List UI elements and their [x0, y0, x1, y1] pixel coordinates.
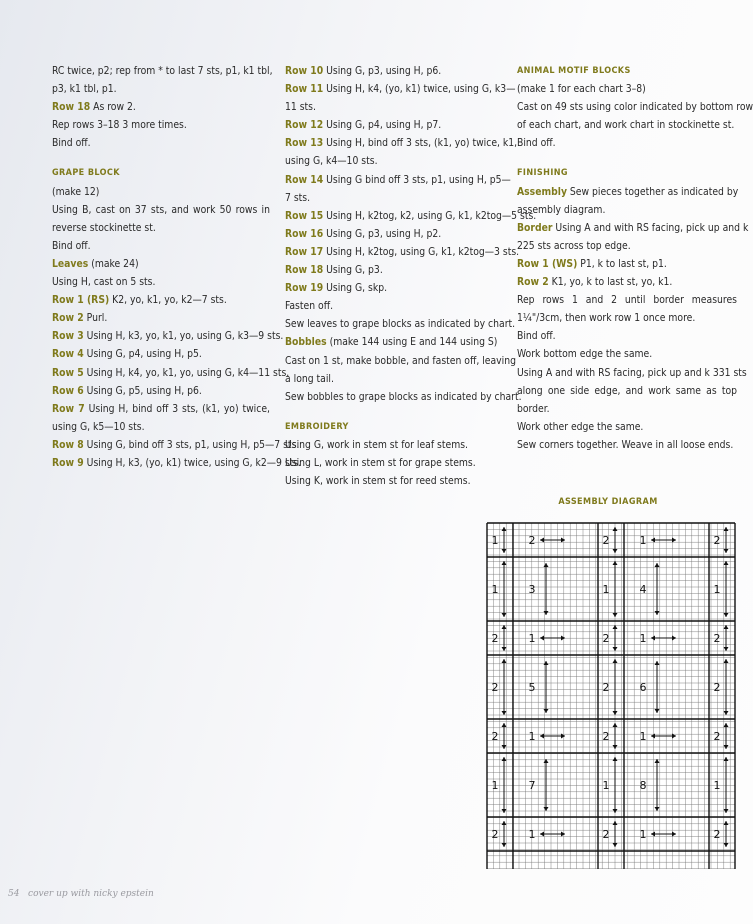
block-label: 1 — [491, 534, 499, 547]
text-line — [285, 370, 497, 388]
line-text: Using L, work in stem st for grape stems. — [285, 456, 476, 469]
text-line — [285, 454, 497, 472]
row-label: Row 2 — [52, 312, 84, 325]
text-line — [285, 472, 497, 490]
line-text: Fasten off. — [285, 300, 334, 313]
text-line — [285, 436, 497, 454]
line-text: Using G bind off 3 sts, p1, using H, p5— — [323, 173, 511, 186]
line-text: Sew pieces together as indicated by — [566, 185, 739, 198]
section-heading: GRAPE BLOCK — [52, 168, 120, 179]
block-label: 2 — [602, 534, 610, 547]
line-text: Using H, k3, yo, k1, yo, using G, k3—9 sts. — [83, 330, 284, 343]
line-text: Rep rows 3–18 3 more times. — [52, 119, 187, 132]
block-label: 2 — [713, 730, 721, 743]
block-label: 2 — [713, 534, 721, 547]
column-right — [517, 62, 753, 454]
line-text: Using H, cast on 5 sts. — [52, 276, 156, 289]
line-text: Sew bobbles to grape blocks as indicated by chart. — [285, 390, 522, 403]
line-text: Using H, k2tog, using G, k1, k2tog—3 sts. — [323, 245, 520, 258]
row-label: Row 16 — [285, 227, 324, 240]
text-line — [52, 237, 270, 255]
text-line — [285, 352, 516, 370]
row-label: Border — [517, 221, 553, 234]
text-line — [52, 436, 300, 454]
text-line — [517, 116, 737, 134]
block-label: 2 — [491, 681, 499, 694]
text-line — [517, 309, 737, 327]
row-label: Row 7 — [52, 402, 85, 415]
row-label: Row 19 — [285, 282, 324, 295]
line-text: Using H, bind off 3 sts, (k1, yo) twice, — [84, 402, 270, 415]
text-line — [52, 183, 270, 201]
text-line — [52, 309, 270, 327]
row-label: Row 2 — [517, 276, 549, 289]
line-text: Using G, p3. — [323, 264, 383, 277]
text-line — [285, 333, 497, 351]
row-label: Row 17 — [285, 245, 324, 258]
row-label: Row 1 (RS) — [52, 294, 110, 307]
column-left — [52, 62, 302, 472]
line-text: Work bottom edge the same. — [517, 348, 653, 361]
text-line — [285, 279, 497, 297]
row-label: Bobbles — [285, 336, 327, 349]
line-text: RC twice, p2; rep from * to last 7 sts, p1, k1 tbl, — [52, 65, 273, 77]
line-text: Using G, p5, using H, p6. — [83, 384, 202, 397]
line-text: border. — [517, 402, 550, 415]
text-line — [285, 189, 497, 207]
text-line — [52, 255, 270, 273]
row-label: Row 9 — [52, 456, 84, 469]
line-text: 1¼"/3cm, then work row 1 once more. — [517, 312, 696, 325]
text-line — [517, 327, 737, 345]
row-label: Row 14 — [285, 173, 324, 186]
block-label: 5 — [528, 681, 536, 694]
text-line — [52, 219, 270, 237]
line-text: K2, yo, k1, yo, k2—7 sts. — [109, 294, 227, 307]
line-text: Cast on 1 st, make bobble, and fasten off, leaving — [285, 354, 516, 367]
block-label: 1 — [602, 779, 610, 792]
text-line — [517, 400, 737, 418]
line-text: 225 sts across top edge. — [517, 239, 631, 252]
line-text: Using A and with RS facing, pick up and k 331 sts — [517, 366, 747, 379]
block-label: 2 — [713, 828, 721, 841]
text-line — [52, 98, 270, 116]
line-text: Using A and with RS facing, pick up and k — [552, 221, 749, 234]
text-line — [517, 80, 737, 98]
line-text: P1, k to last st, p1. — [577, 257, 667, 270]
text-line — [285, 152, 497, 170]
running-head: cover up with nicky epstein — [28, 889, 154, 899]
block-label: 1 — [491, 779, 499, 792]
section-heading: ANIMAL MOTIF BLOCKS — [517, 66, 631, 76]
line-text: Using G, bind off 3 sts, p1, using H, p5—7 sts. — [83, 438, 300, 451]
text-line — [285, 261, 497, 279]
text-line — [52, 273, 270, 291]
line-text: As row 2. — [90, 101, 136, 114]
line-text: Purl. — [83, 312, 108, 325]
block-label: 2 — [713, 632, 721, 645]
text-line — [285, 297, 497, 315]
block-label: 1 — [639, 534, 647, 547]
block-label: 7 — [528, 779, 536, 792]
block-label: 2 — [491, 730, 499, 743]
block-label: 2 — [602, 632, 610, 645]
row-label: Row 18 — [285, 264, 324, 277]
line-text: Using G, p3, using H, p6. — [323, 65, 442, 77]
row-label: Row 15 — [285, 209, 324, 222]
row-label: Row 1 (WS) — [517, 257, 578, 270]
line-text: Using G, p4, using H, p7. — [323, 119, 442, 132]
block-label: 1 — [528, 828, 536, 841]
text-line — [52, 382, 270, 400]
line-text: Using H, bind off 3 sts, (k1, yo) twice, k1, — [323, 137, 518, 150]
assembly-diagram-title: ASSEMBLY DIAGRAM — [558, 497, 658, 507]
block-label: 4 — [639, 583, 647, 596]
row-label: Row 3 — [52, 330, 84, 343]
page-number: 54 — [8, 889, 20, 899]
text-line — [285, 243, 520, 261]
block-label: 1 — [639, 828, 647, 841]
text-line — [52, 134, 270, 152]
block-label: 1 — [639, 730, 647, 743]
block-label: 1 — [639, 632, 647, 645]
text-line — [52, 418, 270, 436]
line-text: Using G, skp. — [323, 282, 388, 295]
row-label: Row 5 — [52, 366, 84, 379]
line-text: Bind off. — [52, 137, 91, 150]
text-line — [285, 116, 497, 134]
line-text: K1, yo, k to last st, yo, k1. — [548, 276, 673, 289]
text-line — [285, 134, 518, 152]
block-label: 1 — [602, 583, 610, 596]
text-line — [285, 225, 497, 243]
line-text: Using H, k4, yo, k1, yo, using G, k4—11 sts. — [83, 366, 290, 379]
text-line — [517, 273, 737, 291]
line-text: (make 144 using E and 144 using S) — [326, 336, 498, 349]
line-text: 11 sts. — [285, 101, 316, 114]
line-text: (make 24) — [88, 257, 139, 270]
line-text: Using B, cast on 37 sts, and work 50 rows in — [52, 203, 270, 216]
line-text: (make 12) — [52, 185, 100, 198]
block-label: 1 — [713, 583, 721, 596]
row-label: Assembly — [517, 185, 567, 198]
text-line — [285, 207, 537, 225]
text-line — [285, 80, 516, 98]
line-text: Sew corners together. Weave in all loose ends. — [517, 438, 734, 451]
section-gap — [517, 152, 737, 164]
line-text: Cast on 49 sts using color indicated by bottom row — [517, 101, 753, 114]
line-text: Using H, k4, (yo, k1) twice, using G, k3— — [323, 83, 516, 96]
line-text: 7 sts. — [285, 191, 311, 204]
line-text: Rep rows 1 and 2 until border measures — [517, 294, 737, 307]
block-label: 2 — [528, 534, 536, 547]
text-line — [52, 80, 270, 98]
section-heading: EMBROIDERY — [285, 421, 349, 432]
block-label: 3 — [528, 583, 536, 596]
line-text: Using K, work in stem st for reed stems. — [285, 475, 471, 488]
block-label: 2 — [602, 730, 610, 743]
text-line — [52, 291, 270, 309]
line-text: Bind off. — [517, 330, 556, 343]
text-line — [517, 183, 737, 201]
block-label: 6 — [639, 681, 647, 694]
block-label: 1 — [528, 730, 536, 743]
text-line — [517, 219, 749, 237]
text-line — [517, 291, 737, 309]
row-label: Row 6 — [52, 384, 84, 397]
text-line — [517, 134, 737, 152]
line-text: assembly diagram. — [517, 203, 606, 216]
text-line — [285, 98, 497, 116]
text-line — [285, 388, 522, 406]
block-label: 1 — [491, 583, 499, 596]
row-label: Row 10 — [285, 65, 324, 77]
row-label: Row 12 — [285, 119, 324, 132]
text-line — [52, 62, 273, 80]
section-gap — [285, 406, 497, 418]
text-line — [52, 201, 270, 219]
line-text: (make 1 for each chart 3–8) — [517, 83, 646, 96]
line-text: using G, k4—10 sts. — [285, 155, 378, 168]
row-label: Row 11 — [285, 83, 324, 96]
text-line — [517, 436, 737, 454]
line-text: Using G, p4, using H, p5. — [83, 348, 202, 361]
line-text: along one side edge, and work same as top — [517, 384, 737, 397]
block-label: 8 — [639, 779, 647, 792]
text-line — [517, 201, 737, 219]
line-text: Sew leaves to grape blocks as indicated by chart. — [285, 318, 516, 331]
line-text: Bind off. — [52, 239, 91, 252]
text-line — [52, 327, 284, 345]
line-text: using G, k5—10 sts. — [52, 420, 145, 433]
line-text: Using H, k2tog, k2, using G, k1, k2tog—5 sts. — [323, 209, 537, 222]
block-label: 2 — [602, 828, 610, 841]
row-label: Leaves — [52, 257, 89, 270]
text-line — [517, 382, 737, 400]
text-line — [285, 315, 516, 333]
line-text: Bind off. — [517, 137, 556, 150]
text-line — [52, 364, 290, 382]
line-text: Using G, p3, using H, p2. — [323, 227, 442, 240]
block-label: 1 — [528, 632, 536, 645]
line-text: Using H, k3, (yo, k1) twice, using G, k2—9 sts. — [83, 456, 302, 469]
text-line — [285, 62, 497, 80]
row-label: Row 18 — [52, 101, 91, 114]
line-text: reverse stockinette st. — [52, 221, 156, 234]
text-line — [52, 454, 302, 472]
block-label: 2 — [491, 632, 499, 645]
assembly-diagram — [486, 522, 736, 870]
row-label: Row 4 — [52, 348, 84, 361]
block-label: 1 — [713, 779, 721, 792]
line-text: a long tail. — [285, 372, 334, 385]
block-label: 2 — [602, 681, 610, 694]
section-heading: FINISHING — [517, 168, 568, 179]
text-line — [517, 418, 737, 436]
text-line — [285, 171, 511, 189]
line-text: of each chart, and work chart in stockinette st. — [517, 119, 735, 132]
line-text: p3, k1 tbl, p1. — [52, 83, 117, 96]
page-footer — [8, 889, 154, 899]
text-line — [517, 345, 737, 363]
text-line — [517, 364, 747, 382]
text-line — [517, 255, 737, 273]
row-label: Row 8 — [52, 438, 84, 451]
text-line — [517, 98, 753, 116]
line-text: Using G, work in stem st for leaf stems. — [285, 438, 468, 451]
line-text: Work other edge the same. — [517, 420, 644, 433]
text-line — [517, 237, 737, 255]
text-line — [52, 400, 270, 418]
block-label: 2 — [713, 681, 721, 694]
text-line — [52, 345, 270, 363]
section-gap — [52, 152, 270, 164]
text-line — [52, 116, 270, 134]
block-label: 2 — [491, 828, 499, 841]
row-label: Row 13 — [285, 137, 324, 150]
